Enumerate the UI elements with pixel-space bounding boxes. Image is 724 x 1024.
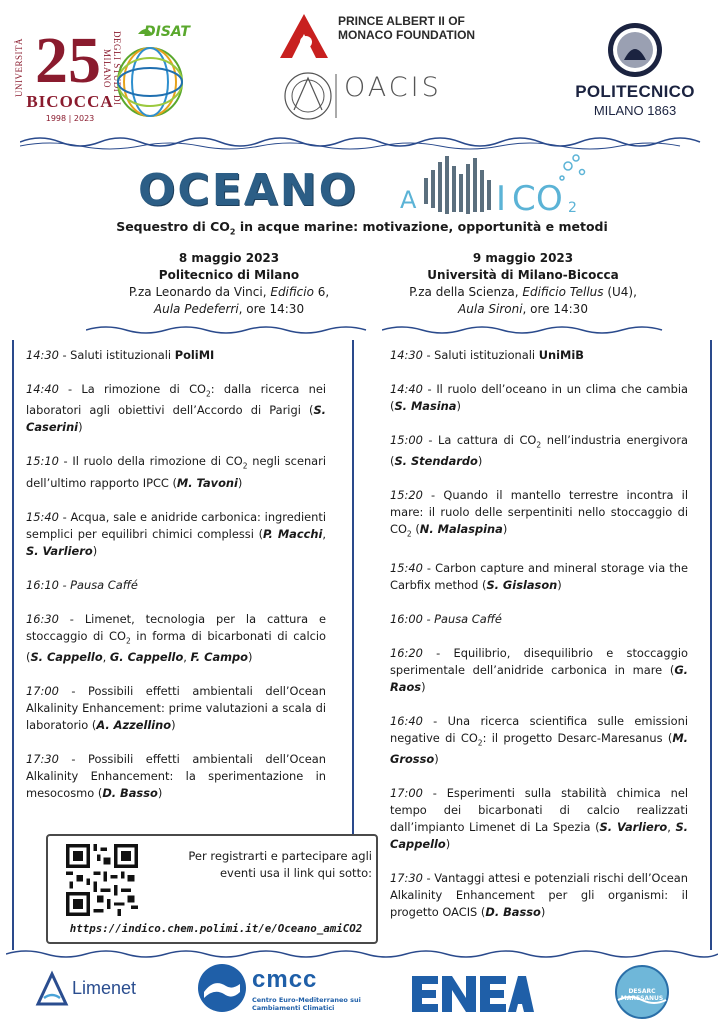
cmcc-logo [196,962,366,1022]
day2-room: Aula Sironi, ore 14:30 [458,302,588,316]
oacis-emblem-icon [282,70,338,122]
program-item: 17:00 - Esperimenti sulla stabilità chimica nel tempo dei bicarbonati di calcio realizzati dall’impianto Limenet di La Spezia (S. Varliero, S. Cappello) [390,785,688,851]
center-frame-line [352,340,354,840]
top-wave-divider [20,130,710,152]
amico-letter-2: 2 [568,200,577,216]
program-day1 [26,347,326,819]
amico-bars-icon [424,156,491,214]
right-frame-line [710,340,712,950]
day1-date: 8 maggio 2023 [178,251,280,265]
polimi-sub: MILANO 1863 [593,103,677,118]
program-item: 16:10 - Pausa Caffé [26,577,138,592]
bicocca-years: 1998 | 2023 [45,114,95,123]
desarc-maresanus-logo [612,964,672,1020]
program-item: 16:00 - Pausa Caffé [390,611,502,626]
disat-label: DISAT [144,24,190,40]
subtitle: Sequestro di $CO_2$ in acque marine: motivazione, opportunità e metodi [116,219,608,237]
limenet-name: Limenet [72,978,137,998]
desarc-name: DESARC MARESANUS [620,988,664,1002]
registration-text: Per registrarti e partecipare agli eventi usa il link qui sotto: [188,849,372,880]
polimi-logo [566,20,716,120]
oacis-logo [282,70,442,122]
program-item: 16:40 - Una ricerca scientifica sulle emissioni negative di $CO_2$: il progetto Desarc-Maresanus (M. Grosso) [390,713,688,766]
program-item: 17:30 - Possibili effetti ambientali dell’Ocean Alkalinity Enhancement: la sperimentazione in mesocosmo (D. Basso) [26,751,326,800]
program-item: 15:00 - La cattura di $CO_2$ nell’industria energivora (S. Stendardo) [390,433,688,469]
cmcc-wave-icon [196,962,248,1014]
program-item: 14:30 - Saluti istituzionali PoliMI [26,348,215,362]
title-amico2 [400,152,590,220]
bicocca-side-left: UNIVERSITÀ [14,38,24,98]
program-item: 17:30 - Vantaggi attesi e potenziali rischi dell’Ocean Alkalinity Enhancement per gli organismi: il progetto OACIS (D. Basso) [390,870,688,919]
day-header-1 [96,250,362,318]
disat-logo [102,24,192,120]
limenet-triangle-icon [34,968,70,1008]
day2-venue: Università di Milano-Bicocca [427,268,619,282]
program-item: 14:30 - Saluti istituzionali UniMiB [390,348,584,362]
program-item: 15:40 - Acqua, sale e anidride carbonica: ingredienti semplici per equilibri chimici complessi (P. Macchi, S. Varliero) [26,509,326,558]
program-item: 17:00 - Possibili effetti ambientali dell’Ocean Alkalinity Enhancement: prime valutazioni a scala di laboratorio (A. Azzellino) [26,683,326,732]
amico-letter-o: O [536,179,563,219]
program-day2 [390,347,688,938]
bicocca-name: BICOCCA [26,92,114,111]
oacis-name: OACIS [344,72,442,103]
program-item: 14:40 - Il ruolo dell’oceano in un clima che cambia (S. Masina) [390,382,688,413]
prince-albert-logo [276,10,486,62]
day2-date: 9 maggio 2023 [472,251,574,265]
amico-letter-a: A [400,186,417,214]
left-wave-divider [86,322,386,336]
polimi-seal-icon [566,20,704,80]
bicocca-25: 25 [35,24,101,97]
program-item: 16:30 - Limenet, tecnologia per la cattura e stoccaggio di $CO_2$ in forma di bicarbonati di calcio (S. Cappello, G. Cappello, F. Campo) [26,611,327,664]
enea-wordmark-icon [410,972,534,1016]
prince-foundation-name: PRINCE ALBERT II OF MONACO FOUNDATION [338,14,476,42]
enea-logo [410,972,534,1016]
polimi-name: POLITECNICO [575,82,695,101]
cmcc-subtitle: Centro Euro-Mediterraneo sui Cambiamenti Climatici [252,996,361,1012]
amico-letter-c: C [512,179,536,219]
day1-venue: Politecnico di Milano [158,268,300,282]
program-item: 14:40 - La rimozione di $CO_2$: dalla ricerca nei laboratori agli obiettivi dell’Accordo di Parigi (S. Caserini) [26,382,326,435]
day1-address: P.za Leonardo da Vinci, Edificio 6, [128,285,330,299]
program-item: 15:40 - Carbon capture and mineral storage via the Carbfix method (S. Gislason) [390,560,688,592]
registration-link[interactable]: https://indico.chem.polimi.it/e/Oceano_amiCO2 [69,922,363,935]
program-item: 16:20 - Equilibrio, disequilibrio e stoccaggio sperimentale dell’anidride carbonica in mare (G. Raos) [390,645,688,694]
program-item: 15:20 - Quando il mantello terrestre incontra il mare: il ruolo delle serpentiniti nello stoccaggio di $CO_2$ (N. Malaspina) [390,488,688,539]
program-item: 15:10 - Il ruolo della rimozione di $CO_2$ negli scenari dell’ultimo rapporto IPCC (M. Tavoni) [26,454,327,490]
bubbles-icon [560,155,585,180]
qr-code-icon[interactable] [66,844,138,916]
amico-letter-i: I [496,179,507,219]
right-wave-divider [382,322,682,336]
day1-room: Aula Pedeferri, ore 14:30 [153,302,305,316]
limenet-logo [34,968,154,1018]
day2-address: P.za della Scienza, Edificio Tellus (U4), [409,285,637,299]
left-frame-line [12,340,14,950]
bicocca-side-right: DEGLI STUDI DI MILANO [102,30,122,106]
registration-box [46,834,378,944]
cmcc-name: cmcc [252,966,318,993]
title-oceano: OCEANO [138,165,359,216]
day-header-2 [390,250,656,318]
prince-foundation-icon [276,10,332,62]
